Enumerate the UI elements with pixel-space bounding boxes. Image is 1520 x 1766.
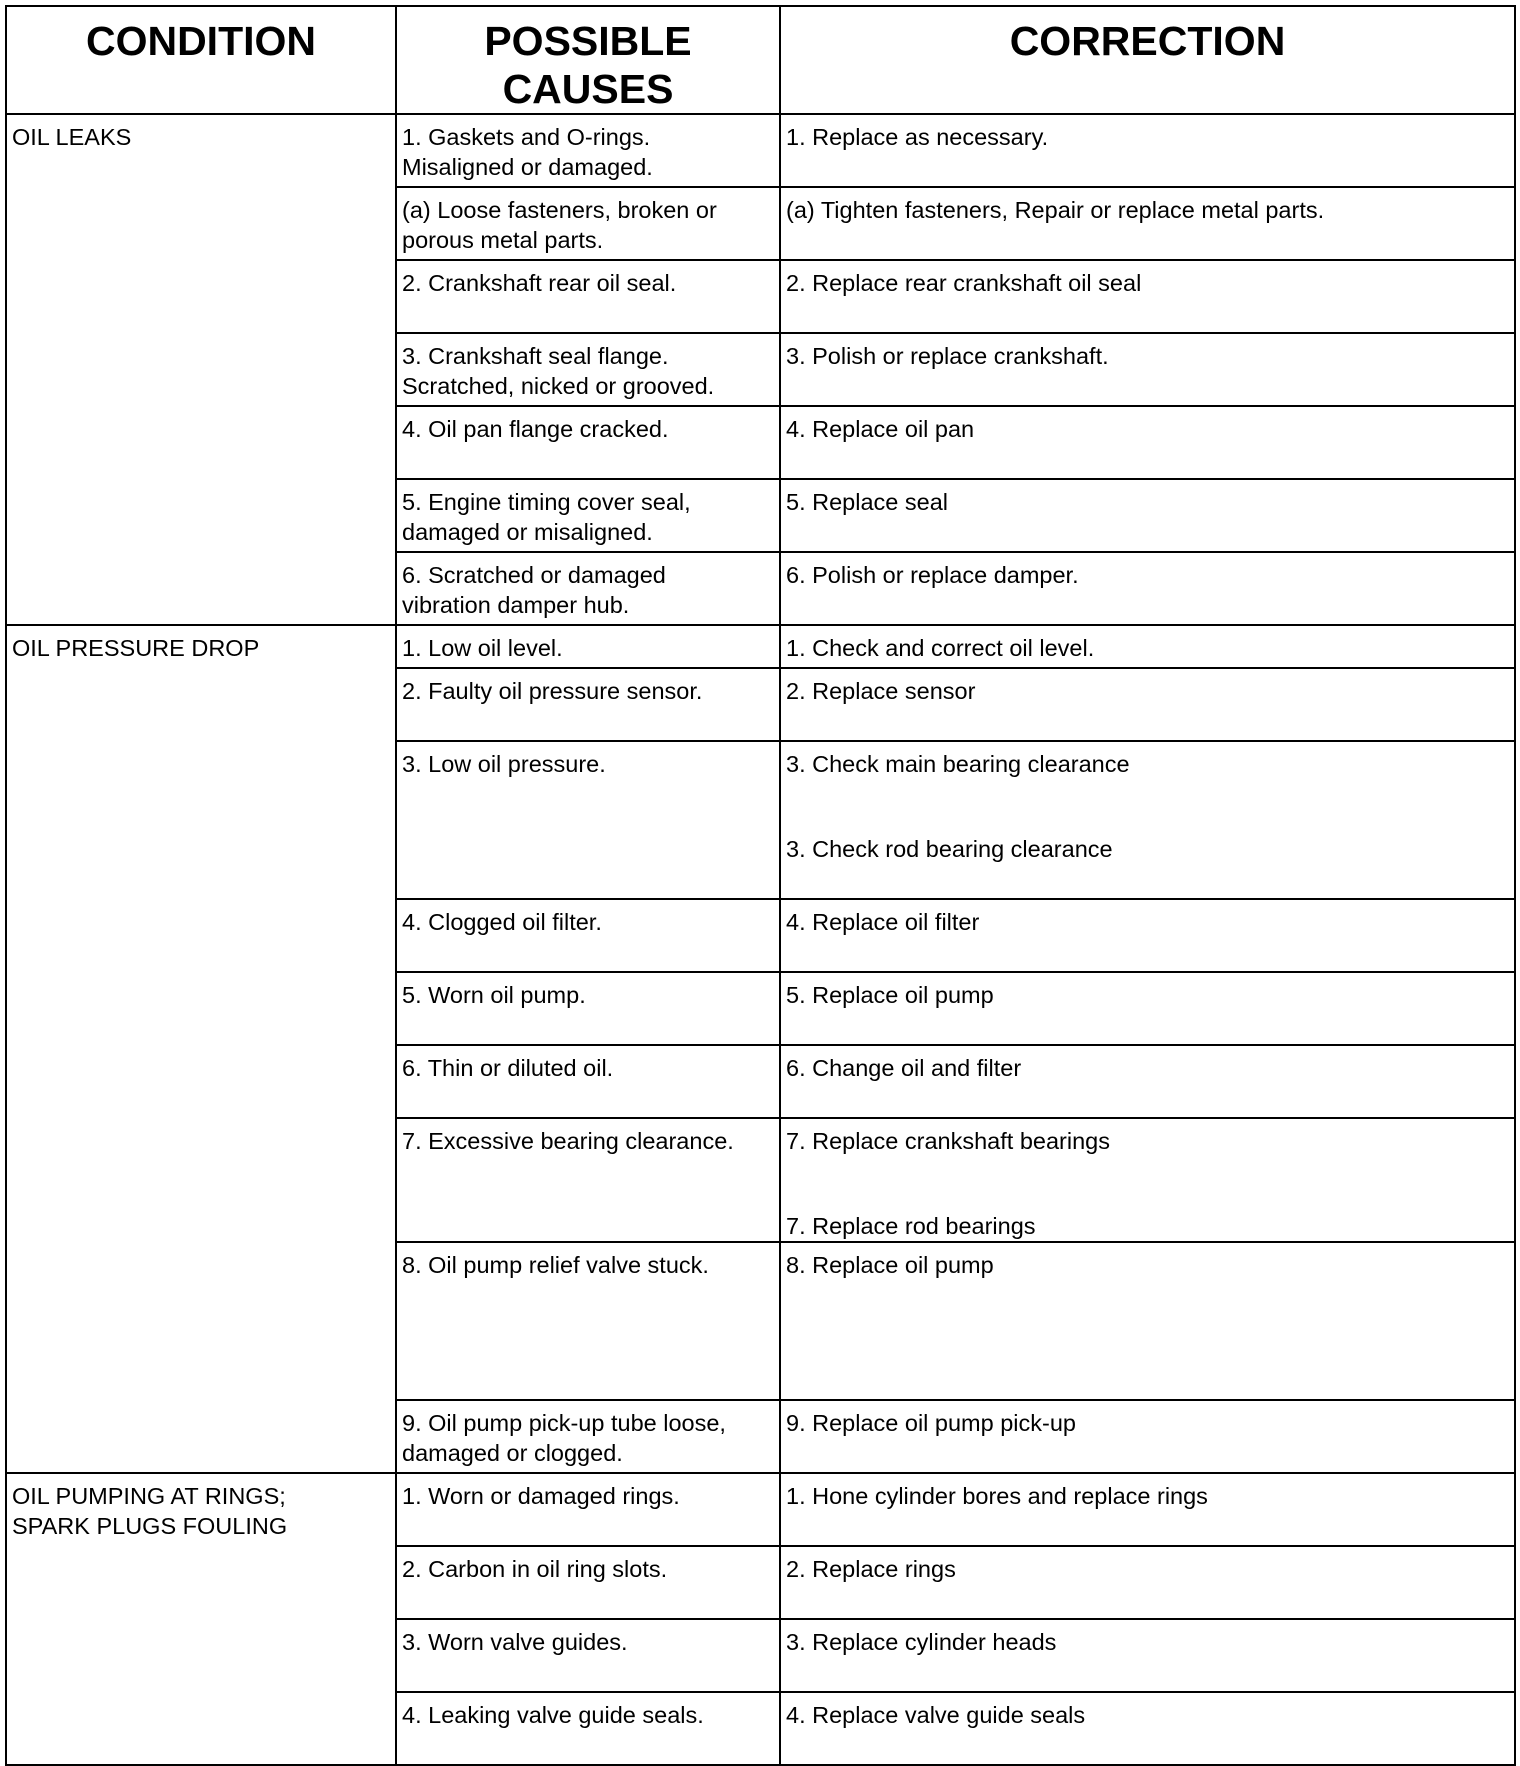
correction-line: 4. Replace oil pan [786,416,975,442]
correction-line: 6. Polish or replace damper. [786,562,1079,588]
correction-cell [780,552,1515,625]
cause-line: 4. Oil pan flange cracked. [402,416,669,442]
table-row [6,625,1515,668]
correction-cell [780,1242,1515,1400]
cause-line: 4. Clogged oil filter. [402,909,602,935]
cause-line: 9. Oil pump pick-up tube loose, [402,1410,726,1436]
cause-line: 3. Low oil pressure. [402,751,606,777]
correction-cell [780,741,1515,899]
table-header [6,6,1515,114]
correction-line: 2. Replace sensor [786,678,976,704]
correction-cell [780,1400,1515,1473]
table-row [6,114,1515,187]
correction-line: 9. Replace oil pump pick-up [786,1410,1076,1436]
cause-cell [396,1118,780,1242]
cause-line: 7. Excessive bearing clearance. [402,1128,734,1154]
cause-line: 2. Crankshaft rear oil seal. [402,270,677,296]
diagnosis-table [5,5,1516,1766]
correction-line: 5. Replace oil pump [786,982,994,1008]
cause-line: vibration damper hub. [402,592,630,618]
cause-cell [396,333,780,406]
condition-cell [6,114,396,625]
header-causes-line2: CAUSES [502,66,674,112]
correction-line: 2. Replace rings [786,1556,956,1582]
correction-cell [780,1045,1515,1118]
correction-cell [780,1692,1515,1765]
cause-cell [396,972,780,1045]
correction-line: 3. Check rod bearing clearance [786,836,1113,862]
correction-line: 7. Replace rod bearings [786,1213,1036,1239]
condition-text: OIL PRESSURE DROP [12,635,260,661]
condition-text: OIL LEAKS [12,124,132,150]
cause-line: 1. Gaskets and O-rings. [402,124,651,150]
cause-line: 8. Oil pump relief valve stuck. [402,1252,709,1278]
correction-cell [780,1546,1515,1619]
correction-cell [780,1118,1515,1242]
correction-cell [780,406,1515,479]
correction-cell [780,668,1515,741]
cause-line: 3. Worn valve guides. [402,1629,628,1655]
cause-line: 5. Worn oil pump. [402,982,586,1008]
cause-line: 1. Low oil level. [402,635,563,661]
cause-cell [396,187,780,260]
cause-line: porous metal parts. [402,227,604,253]
cause-cell [396,668,780,741]
correction-line: 3. Replace cylinder heads [786,1629,1057,1655]
cause-line: damaged or clogged. [402,1440,623,1466]
header-causes-line1: POSSIBLE [484,18,692,64]
cause-line: 1. Worn or damaged rings. [402,1483,680,1509]
correction-line: 8. Replace oil pump [786,1252,994,1278]
correction-cell [780,187,1515,260]
cause-cell [396,1692,780,1765]
correction-cell [780,114,1515,187]
cause-cell [396,552,780,625]
correction-cell [780,1473,1515,1546]
cause-cell [396,114,780,187]
condition-cell [6,1473,396,1765]
header-condition-label: CONDITION [85,18,317,64]
correction-line: 7. Replace crankshaft bearings [786,1128,1110,1154]
condition-cell [6,625,396,1473]
correction-line: 5. Replace seal [786,489,948,515]
cause-line: 5. Engine timing cover seal, [402,489,691,515]
correction-cell [780,972,1515,1045]
cause-cell [396,899,780,972]
correction-line: 6. Change oil and filter [786,1055,1022,1081]
cause-line: 6. Thin or diluted oil. [402,1055,614,1081]
correction-line: 4. Replace oil filter [786,909,980,935]
header-possible-causes [396,6,780,114]
correction-cell [780,625,1515,668]
correction-cell [780,333,1515,406]
header-correction [780,6,1515,114]
table-row [6,1473,1515,1546]
correction-line: 1. Check and correct oil level. [786,635,1095,661]
correction-line: 1. Hone cylinder bores and replace rings [786,1483,1208,1509]
cause-line: damaged or misaligned. [402,519,653,545]
cause-cell [396,479,780,552]
correction-line: 3. Check main bearing clearance [786,751,1130,777]
cause-line: (a) Loose fasteners, broken or [402,197,717,223]
cause-cell [396,1619,780,1692]
correction-cell [780,899,1515,972]
correction-line: (a) Tighten fasteners, Repair or replace metal parts. [786,197,1325,223]
cause-cell [396,406,780,479]
cause-cell [396,1045,780,1118]
correction-line: 2. Replace rear crankshaft oil seal [786,270,1142,296]
cause-cell [396,1242,780,1400]
cause-line: 2. Faulty oil pressure sensor. [402,678,703,704]
cause-line: Scratched, nicked or grooved. [402,373,715,399]
cause-cell [396,260,780,333]
correction-line: 3. Polish or replace crankshaft. [786,343,1109,369]
condition-text: OIL PUMPING AT RINGS; SPARK PLUGS FOULING [12,1483,288,1539]
cause-cell [396,625,780,668]
cause-cell [396,1400,780,1473]
correction-cell [780,1619,1515,1692]
correction-line: 1. Replace as necessary. [786,124,1049,150]
header-row [6,6,1515,114]
cause-cell [396,1546,780,1619]
cause-line: 3. Crankshaft seal flange. [402,343,669,369]
header-correction-label: CORRECTION [1009,18,1286,64]
correction-cell [780,260,1515,333]
cause-line: 2. Carbon in oil ring slots. [402,1556,668,1582]
header-condition [6,6,396,114]
cause-cell [396,741,780,899]
cause-cell [396,1473,780,1546]
table-body [6,114,1515,1765]
cause-line: Misaligned or damaged. [402,154,653,180]
cause-line: 6. Scratched or damaged [402,562,666,588]
correction-cell [780,479,1515,552]
cause-line: 4. Leaking valve guide seals. [402,1702,704,1728]
correction-line: 4. Replace valve guide seals [786,1702,1086,1728]
